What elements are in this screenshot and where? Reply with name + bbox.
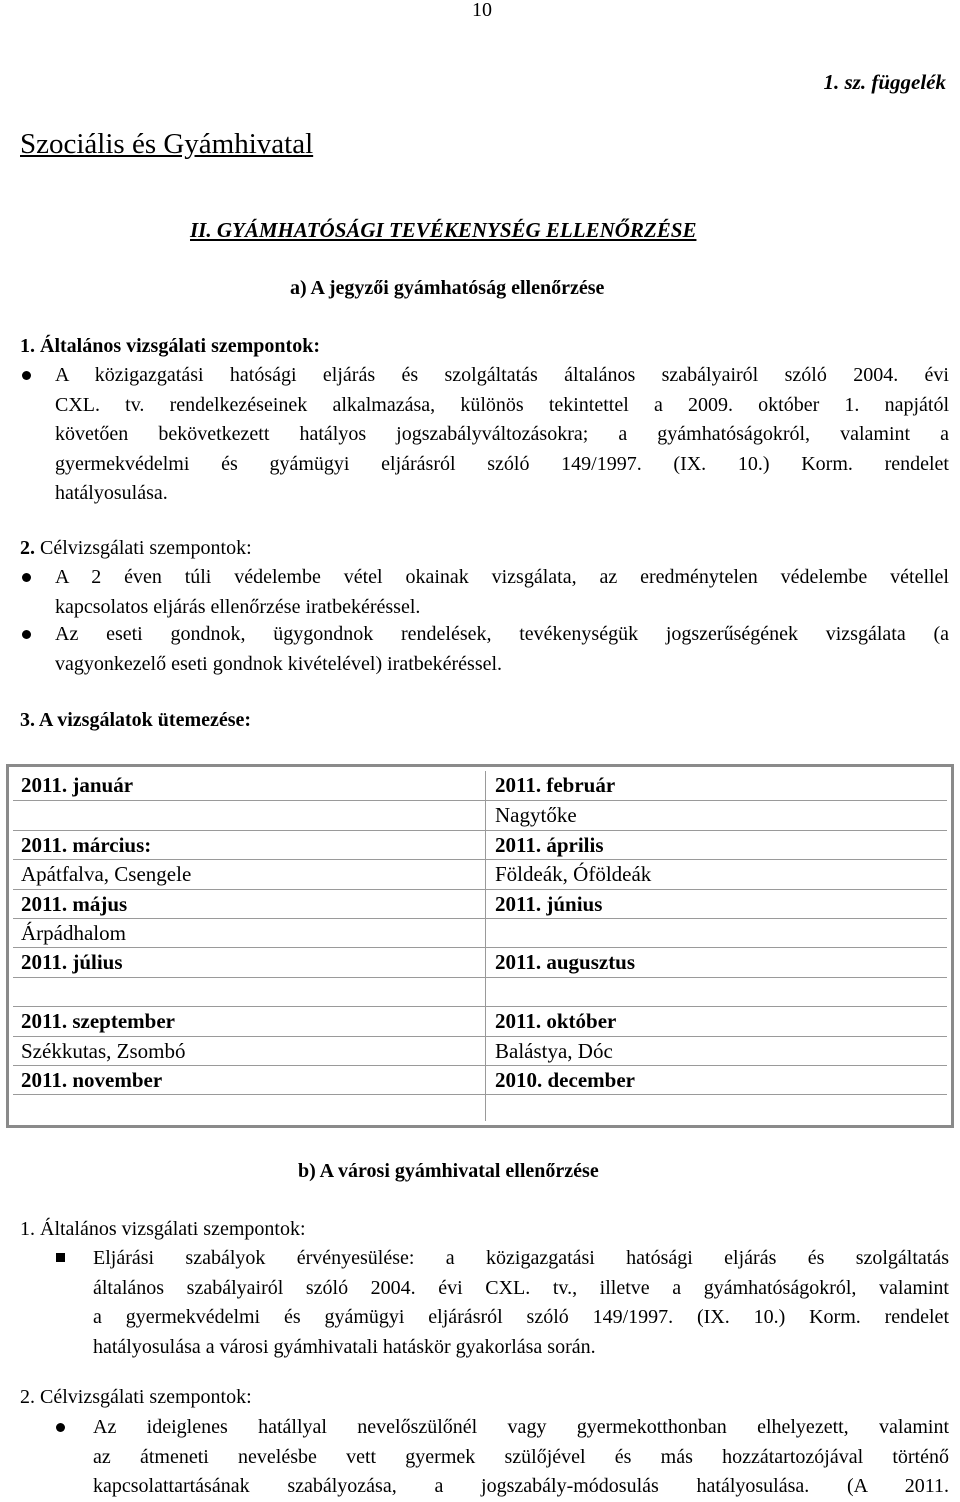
table-cell: Földeák, Óföldeák bbox=[495, 862, 652, 887]
table-cell: 2011. október bbox=[495, 1009, 617, 1034]
section-b-general-heading: 1. Általános vizsgálati szempontok: bbox=[20, 1218, 306, 1240]
text-line: vagyonkezelő eseti gondnok kivételével) iratbekéréssel. bbox=[55, 652, 503, 675]
table-row bbox=[13, 859, 947, 889]
text-line: hatályosulása. bbox=[55, 482, 168, 504]
schedule-grid bbox=[13, 771, 947, 1121]
text-line: Az eseti gondnok, ügygondnok rendelések, tevékenységük jogszerűségének vizsgálata (a bbox=[55, 623, 949, 645]
table-row bbox=[13, 1065, 947, 1095]
text-line: hatályosulása a városi gyámhivatali hatáskör gyakorlása során. bbox=[93, 1335, 596, 1358]
text-line: a gyermekvédelmi és gyámügyi eljárásról szóló 149/1997. (IX. 10.) Korm. rendelet bbox=[93, 1306, 949, 1328]
table-cell: 2010. december bbox=[495, 1068, 635, 1092]
table-cell: 2011. március: bbox=[21, 832, 152, 857]
chapter-title: II. GYÁMHATÓSÁGI TEVÉKENYSÉG ELLENŐRZÉSE bbox=[190, 218, 697, 242]
section-b-general-item bbox=[93, 1244, 949, 1362]
table-cell: 2011. november bbox=[21, 1068, 163, 1092]
table-cell: 2011. január bbox=[21, 773, 134, 797]
table-cell: 2011. június bbox=[495, 891, 603, 916]
text-line: gyermekvédelmi és gyámügyi eljárásról szóló 149/1997. (IX. 10.) Korm. rendelet bbox=[55, 452, 949, 475]
bullet-icon bbox=[56, 1423, 65, 1432]
table-row bbox=[13, 1094, 947, 1124]
text-line: követően bekövetkezett hatályos jogszabályváltozásokra; a gyámhatóságokról, valamint a bbox=[55, 423, 949, 445]
table-cell: 2011. július bbox=[21, 950, 123, 975]
text-line: Az ideiglenes hatállyal nevelőszülőnél vagy gyermekotthonban elhelyezett, valamint bbox=[93, 1416, 949, 1438]
table-cell: 2011. május bbox=[21, 891, 128, 916]
table-cell: 2011. április bbox=[495, 832, 604, 857]
section-b-target-heading: 2. Célvizsgálati szempontok: bbox=[20, 1386, 252, 1408]
table-cell: Árpádhalom bbox=[21, 921, 126, 945]
table-row bbox=[13, 1006, 947, 1036]
table-cell: 2011. február bbox=[495, 773, 616, 797]
section-b-title bbox=[298, 1157, 599, 1186]
section-b-title-text: b) A városi gyámhivatal ellenőrzése bbox=[298, 1160, 599, 1182]
section-a-general-item bbox=[55, 361, 949, 509]
table-row bbox=[13, 889, 947, 919]
table-row bbox=[13, 1036, 947, 1066]
table-cell: 2011. augusztus bbox=[495, 950, 636, 975]
section-a-schedule-heading: 3. A vizsgálatok ütemezése: bbox=[20, 709, 252, 731]
bullet-icon bbox=[22, 371, 31, 380]
section-a-target-heading bbox=[20, 534, 252, 563]
table-row bbox=[13, 918, 947, 948]
page-number: 10 bbox=[472, 0, 492, 21]
section-a-target-item bbox=[55, 563, 949, 622]
bullet-icon bbox=[22, 630, 31, 639]
table-row bbox=[13, 947, 947, 977]
text-line: CXL. tv. rendelkezéseinek alkalmazása, különös tekintettel a 2009. október 1. napjától bbox=[55, 393, 949, 416]
section-a-target-item bbox=[55, 620, 949, 679]
heading-text: Célvizsgálati szempontok: bbox=[40, 537, 252, 559]
text-line: A közigazgatási hatósági eljárás és szolgáltatás általános szabályairól szóló 2004. évi bbox=[55, 364, 949, 386]
table-cell: Nagytőke bbox=[495, 803, 577, 828]
square-bullet-icon bbox=[56, 1253, 65, 1262]
text-line: általános szabályairól szóló 2004. évi CXL. tv., illetve a gyámhatóságokról, valamint bbox=[93, 1276, 949, 1299]
text-line: kapcsolatos eljárás ellenőrzése iratbekéréssel. bbox=[55, 595, 421, 618]
table-row bbox=[13, 771, 947, 800]
text-line: kapcsolattartásának szabályozása, a jogszabály-módosulás hatályosulása. (A 2011. bbox=[93, 1475, 949, 1497]
text-line: A 2 éven túli védelembe vétel okainak vizsgálata, az eredménytelen védelembe vétellel bbox=[55, 566, 949, 588]
text-line: az átmeneti nevelésbe vett gyermek szülőjével és más hozzátartozójával történő bbox=[93, 1445, 949, 1468]
table-cell: Apátfalva, Csengele bbox=[21, 862, 192, 887]
office-title: Szociális és Gyámhivatal bbox=[20, 128, 314, 160]
section-b-target-item bbox=[93, 1413, 949, 1502]
table-cell: Székkutas, Zsombó bbox=[21, 1038, 186, 1063]
appendix-label: 1. sz. függelék bbox=[823, 70, 946, 94]
bullet-icon bbox=[22, 573, 31, 582]
table-row bbox=[13, 800, 947, 830]
section-a-title: a) A jegyzői gyámhatóság ellenőrzése bbox=[290, 277, 605, 299]
heading-number: 2. bbox=[20, 537, 35, 559]
section-a-general-heading: 1. Általános vizsgálati szempontok: bbox=[20, 335, 320, 357]
table-row bbox=[13, 977, 947, 1007]
table-cell: 2011. szeptember bbox=[21, 1009, 175, 1034]
table-cell: Balástya, Dóc bbox=[495, 1038, 613, 1063]
schedule-table bbox=[6, 764, 954, 1128]
table-row bbox=[13, 830, 947, 860]
text-line: Eljárási szabályok érvényesülése: a közigazgatási hatósági eljárás és szolgáltatás bbox=[93, 1247, 949, 1269]
